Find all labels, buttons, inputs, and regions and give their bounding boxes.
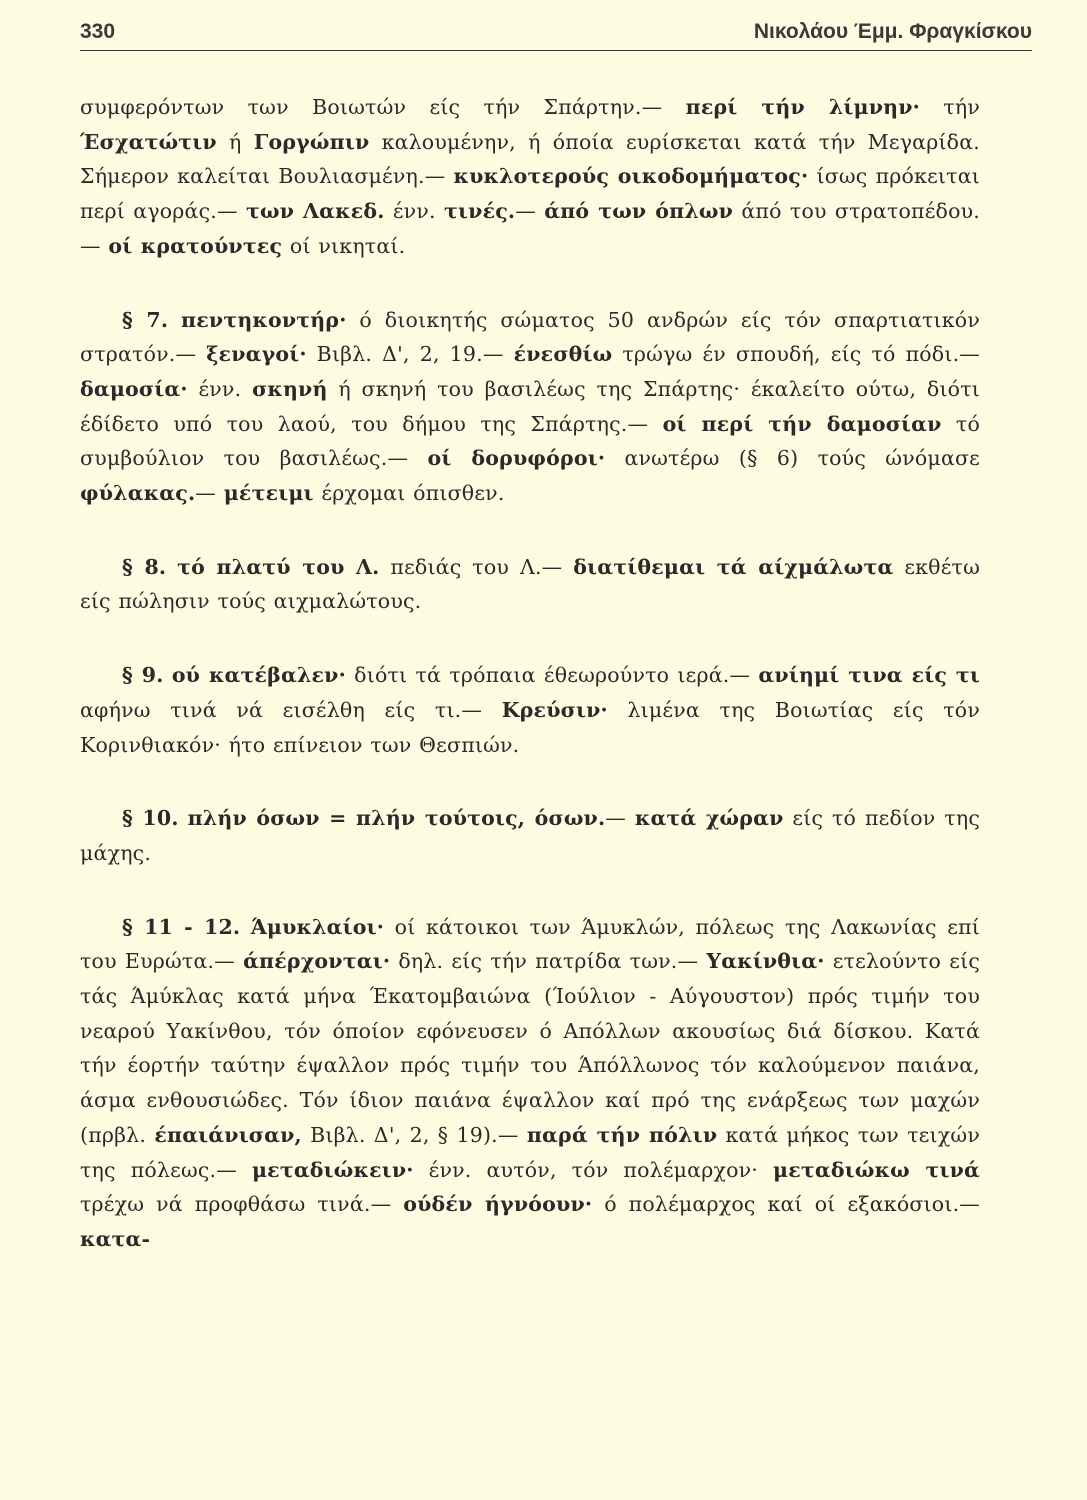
text-run: τρέχω νά προφθάσω τινά.— [80, 1192, 404, 1217]
text-run: εκθέτω είς πώλησιν τούς αιχμαλώτους. [80, 554, 980, 614]
paragraph-continuation [80, 90, 980, 264]
page-header [80, 14, 1032, 51]
text-run: πεδιάς του Λ.— [379, 554, 574, 579]
text-run: τήν [920, 95, 981, 119]
text-run: έρχομαι όπισθεν. [313, 481, 505, 506]
lemma: Γοργώπιν [253, 129, 370, 154]
text-run: λιμένα της Βοιωτίας είς τόν Κορινθιακόν· ήτο επίνειον των Θεσπιών. [80, 697, 980, 757]
text-run: ανωτέρω (§ 6) τούς ώνόμασε [605, 446, 980, 471]
section-number: § 8. [122, 554, 167, 579]
lemma: ξεναγοί· [206, 342, 307, 367]
section-7-notes [80, 303, 980, 511]
text-run: ίσως πρόκειται περί αγοράς.— [80, 164, 980, 224]
lemma: οί κρατούντες [108, 233, 283, 258]
lemma: μεταδιώκειν· [251, 1157, 414, 1182]
lemma: άπό των όπλων [544, 199, 734, 224]
lemma: Έσχατώτιν [80, 129, 217, 154]
page-body [80, 90, 980, 1296]
text-run: ετελούντο είς τάς Άμύκλας κατά μήνα Έκατομβαιώνα (Ίούλιον - Αύγουστον) πρός τιμήν του νεαρού Υακίνθου, τόν όποίον εφόνευσεν ό Απόλλων ακουσίως διά δίσκου. Κατά τήν έορτήν ταύτην έψαλλον πρός τιμήν του Άπόλλωνος τόν καλούμενον παιάνα, άσμα ενθουσιώδες. Τόν ίδιον παιάνα έψαλλον καί πρό της ενάρξεως των μαχών (πρβλ. [80, 949, 980, 1147]
section-9-notes [80, 658, 980, 762]
lemma: πλήν όσων = πλήν τούτοις, όσων. [187, 806, 606, 831]
text-run: ένν. αυτόν, τόν πολέμαρχον· [413, 1157, 774, 1182]
text-run: — [605, 806, 635, 831]
lemma: έπαιάνισαν, [154, 1122, 302, 1147]
lemma: δαμοσία· [80, 376, 188, 401]
lemma: κυκλοτερούς οικοδομήματος· [453, 164, 809, 189]
text-run: δηλ. είς τήν πατρίδα των.— [390, 949, 707, 974]
lemma: παρά τήν πόλιν [526, 1122, 718, 1147]
lemma: φύλακας. [80, 481, 196, 506]
lemma: σκηνή [252, 376, 328, 401]
lemma: τό πλατύ του Λ. [177, 554, 380, 579]
lemma: άπέρχονται· [243, 949, 391, 974]
text-run: ένν. [384, 199, 445, 224]
lemma: κατά χώραν [634, 806, 784, 831]
text-run: — [195, 481, 224, 506]
lemma: τινές. [444, 199, 516, 224]
lemma: πεντηκοντήρ· [181, 307, 347, 332]
lemma: μεταδιώκω τινά [773, 1157, 980, 1182]
running-title: Νικολάου Έμμ. Φραγκίσκου [753, 20, 1032, 43]
lemma: ένεσθίω [513, 342, 613, 367]
text-run: Βιβλ. Δ', 2, § 19).— [301, 1122, 527, 1147]
section-number: § 7. [122, 307, 169, 332]
section-10-notes [80, 801, 980, 870]
text-run: ό πολέμαρχος καί οί εξακόσιοι.— [592, 1192, 980, 1217]
lemma: κατα- [80, 1226, 151, 1251]
text-run: τρώγω έν σπουδή, είς τό πόδι.— [612, 342, 980, 367]
lemma: μέτειμι [223, 481, 314, 506]
lemma: οί δορυφόροι· [427, 446, 606, 471]
text-run: οί νικηταί. [282, 233, 406, 258]
text-run: Βιβλ. Δ', 2, 19.— [306, 342, 514, 367]
text-run: καλουμένην, ή όποία ευρίσκεται κατά τήν Μεγαρίδα. Σήμερον καλείται Βουλιασμένη.— [80, 129, 980, 189]
text-run: ή σκηνή του βασιλέως της Σπάρτης· έκαλείτο ούτω, διότι έδίδετο υπό του λαού, του δήμου της Σπάρτης.— [80, 376, 981, 436]
text-run: διότι τά τρόπαια έθεωρούντο ιερά.— [345, 663, 759, 688]
lemma: Υακίνθια· [706, 949, 825, 974]
text-run: άπό του στρατοπέδου.— [80, 199, 981, 258]
text-run: είς τό πεδίον της μάχης. [80, 806, 980, 865]
section-number: § 9. [122, 663, 164, 688]
page-number: 330 [80, 20, 116, 43]
section-8-notes [80, 550, 980, 619]
text-run: ένν. [187, 376, 253, 401]
lemma: οί περί τήν δαμοσίαν [662, 411, 942, 436]
lemma: ούδέν ήγνόουν· [403, 1192, 593, 1217]
lemma: ού κατέβαλεν· [171, 663, 346, 688]
text-run: κατά μήκος των τειχών της πόλεως.— [80, 1122, 980, 1182]
section-number: § 11 - 12. [122, 914, 241, 939]
section-number: § 10. [122, 806, 179, 831]
lemma: Κρεύσιν· [501, 697, 608, 722]
lemma: περί τήν λίμνην· [685, 95, 921, 119]
text-run: αφήνω τινά νά εισέλθη είς τι.— [80, 697, 502, 722]
text-run: τό συμβούλιον του βασιλέως.— [80, 411, 980, 471]
lemma: ανίημί τινα είς τι [758, 663, 981, 688]
text-run: οί κάτοικοι των Άμυκλών, πόλεως της Λακωνίας επί του Ευρώτα.— [80, 914, 980, 974]
text-run: συμφερόντων των Βοιωτών είς τήν Σπάρτην.— [80, 95, 686, 119]
text-run: ό διοικητής σώματος 50 ανδρών είς τόν σπαρτιατικόν στρατόν.— [80, 307, 981, 367]
text-run: ή [216, 129, 254, 154]
lemma: Άμυκλαίοι· [250, 914, 385, 939]
lemma: διατίθεμαι τά αίχμάλωτα [573, 554, 894, 579]
section-11-12-notes [80, 910, 980, 1257]
text-run: — [515, 199, 545, 224]
lemma: των Λακεδ. [246, 199, 385, 224]
